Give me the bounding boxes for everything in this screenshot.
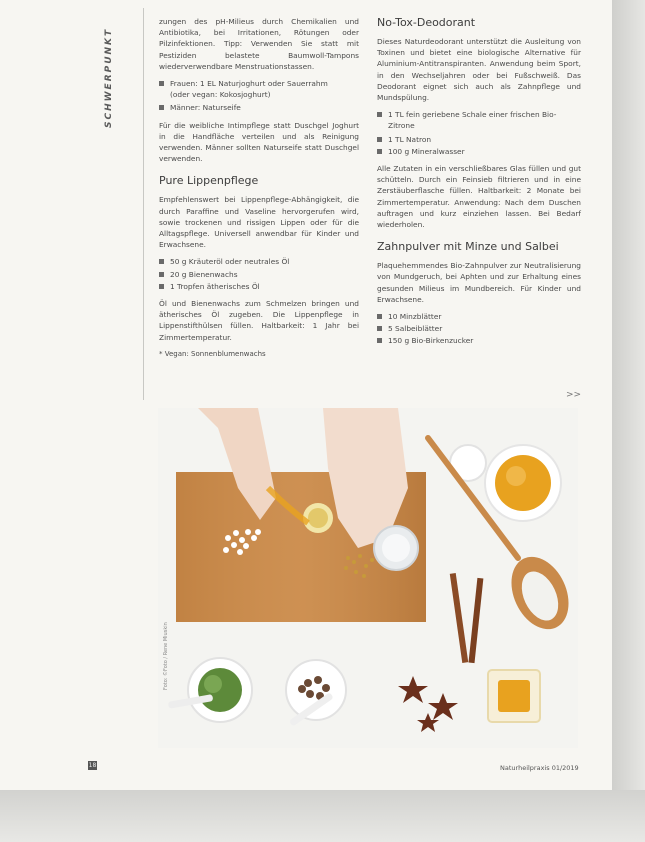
deo-heading: No-Tox-Deodorant — [377, 16, 476, 29]
list-item — [377, 109, 581, 120]
usage-paragraph: Für die weibliche Intimpflege statt Duschgel Joghurt in die Handfläche verteilen und als Reinigung verwenden. Männer sollten Naturseife statt Duschgel verwenden. — [159, 120, 359, 164]
lip-heading: Pure Lippenpflege — [159, 174, 259, 188]
photo-illustration — [158, 408, 578, 748]
right-column — [377, 16, 581, 353]
list-item: 50 g Kräuteröl oder neutrales Öl — [159, 256, 359, 267]
list-item — [159, 102, 359, 113]
food-photo — [158, 408, 578, 748]
intro-paragraph: zungen des pH-Milieus durch Chemikalien und Antibiotika, bei Irritationen, Rötungen oder Pilzinfektionen. Tipp: Verwenden Sie statt mit Pestiziden belastete Baumwoll-Tampons wiederverwendbare Menstruationstassen. — [159, 17, 359, 71]
lip-footnote: * Vegan: Sonnenblumenwachs — [159, 349, 266, 358]
lip-ingredient-list — [159, 256, 359, 292]
pepper-mortar — [286, 660, 346, 720]
continue-arrow-icon: >> — [566, 390, 582, 400]
page-number: 18 — [88, 762, 97, 769]
left-column — [159, 16, 359, 366]
list-item-text: Frauen: 1 EL Naturjoghurt oder Sauerrahm — [170, 79, 328, 89]
scan-bottom-edge — [0, 790, 645, 842]
tooth-intro: Plaquehemmendes Bio-Zahnpulver zur Neutralisierung von Mundgeruch, bei Aphten und zur Erhaltung eines gesunden Milieus im Mundbereich. Für Kinder und Erwachsene. — [377, 261, 581, 304]
list-item-sub: (oder vegan: Kokosjoghurt) — [170, 90, 271, 100]
list-item — [159, 78, 359, 89]
tooth-ingredient-list — [377, 311, 581, 347]
list-item: 5 Salbeiblätter — [377, 323, 581, 334]
tooth-heading: Zahnpulver mit Minze und Salbei — [377, 240, 559, 254]
list-item: 100 g Mineralwasser — [377, 146, 581, 157]
photo-credit: Foto: ©Foto / Rene Miuskin — [163, 622, 169, 690]
list-item: 1 Tropfen ätherisches Öl — [159, 281, 359, 292]
lip-method: Öl und Bienenwachs zum Schmelzen bringen und ätherisches Öl zugeben. Die Lippenpflege in Lippenstifthülsen füllen. Haltbarkeit: 1 Jahr bei Zimmertemperatur. — [159, 299, 359, 342]
list-item: 150 g Bio-Birkenzucker — [377, 335, 581, 346]
list-item-text: 1 TL fein geriebene Schale einer frischen Bio- — [388, 110, 557, 120]
list-item-text: Männer: Naturseife — [170, 103, 241, 113]
column-divider — [143, 8, 144, 400]
deo-ingredient-list — [377, 109, 581, 157]
scan-gutter — [612, 0, 645, 842]
list-item-sub: Zitrone — [388, 121, 415, 131]
deo-method: Alle Zutaten in ein verschließbares Glas füllen und gut schütteln. Durch ein Feinsieb filtrieren und in eine Zerstäuberflasche füllen. Haltbarkeit: 2 Monate bei Zimmertemperatur. Anwendung: Nach dem Duschen auftragen und kurz einziehen lassen. Bei Bedarf wiederholen. — [377, 164, 581, 230]
deo-intro: Dieses Naturdeodorant unterstützt die Ausleitung von Toxinen und bietet eine biologische Alternative für Aluminium-Antitranspiranten. Anwendung beim Sport, in den Wechseljahren oder bei Fußschweiß. Das Deodorant eignet sich auch als Zahnpflege und Mundspülung. — [377, 37, 581, 103]
publication-name: Naturheilpraxis 01/2019 — [500, 764, 579, 772]
list-item: 10 Minzblätter — [377, 311, 581, 322]
lip-intro: Empfehlenswert bei Lippenpflege-Abhängigkeit, die durch Paraffine und Vaseline hervorgerufen wird, sowie trockenen und rissigen Lippen oder für die Alltagspflege. Universell anwendbar für Kinder und Erwachsene. — [159, 195, 359, 250]
intro-list — [159, 78, 359, 114]
list-item: 20 g Bienenwachs — [159, 269, 359, 280]
section-tag: SCHWERPUNKT — [104, 27, 114, 128]
list-item: 1 TL Natron — [377, 134, 581, 145]
